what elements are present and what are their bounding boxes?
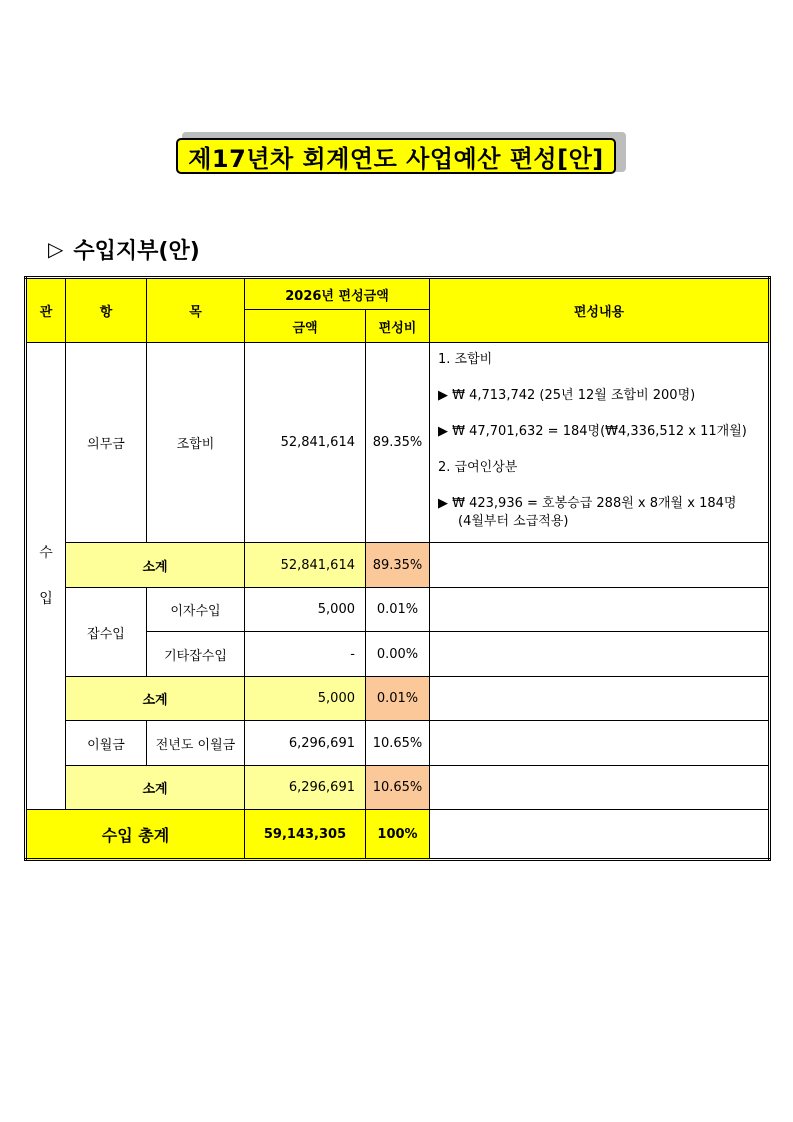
content-union-dues bbox=[430, 343, 770, 543]
subtotal-amount: 52,841,614 bbox=[245, 543, 366, 588]
subtotal-content bbox=[430, 543, 770, 588]
subtotal-ratio: 0.01% bbox=[366, 677, 430, 721]
hang-carryover: 이월금 bbox=[66, 721, 147, 766]
ratio-other-misc: 0.00% bbox=[366, 632, 430, 677]
mok-union-dues: 조합비 bbox=[147, 343, 245, 543]
ratio-union-dues: 89.35% bbox=[366, 343, 430, 543]
content-interest bbox=[430, 588, 770, 632]
section-heading bbox=[48, 234, 200, 264]
content-line: (4월부터 소급적용) bbox=[458, 514, 569, 529]
hang-mandatory: 의무금 bbox=[66, 343, 147, 543]
mok-other-misc: 기타잡수입 bbox=[147, 632, 245, 677]
header-budget-group: 2026년 편성금액 bbox=[245, 278, 430, 310]
total-amount: 59,143,305 bbox=[245, 810, 366, 860]
section-label: 수입지부(안) bbox=[73, 238, 200, 264]
gwan-income-cell bbox=[26, 343, 66, 810]
content-line: ▶ ₩ 423,936 = 호봉승급 288원 x 8개월 x 184명 bbox=[438, 496, 737, 511]
total-content bbox=[430, 810, 770, 860]
content-line: 2. 급여인상분 bbox=[438, 460, 518, 475]
gwan-char: 수 bbox=[39, 545, 53, 561]
amount-other-misc: - bbox=[245, 632, 366, 677]
triangle-marker-icon: ▷ bbox=[48, 237, 64, 261]
amount-union-dues: 52,841,614 bbox=[245, 343, 366, 543]
amount-carryover: 6,296,691 bbox=[245, 721, 366, 766]
ratio-carryover: 10.65% bbox=[366, 721, 430, 766]
header-amount: 금액 bbox=[245, 310, 366, 343]
header-gwan: 관 bbox=[26, 278, 66, 343]
content-other-misc bbox=[430, 632, 770, 677]
mok-prior-year-carryover: 전년도 이월금 bbox=[147, 721, 245, 766]
content-line: ▶ ₩ 47,701,632 = 184명(₩4,336,512 x 11개월) bbox=[438, 424, 747, 439]
gwan-char: 입 bbox=[39, 591, 53, 607]
subtotal-label: 소계 bbox=[66, 766, 245, 810]
subtotal-content bbox=[430, 766, 770, 810]
ratio-interest: 0.01% bbox=[366, 588, 430, 632]
hang-misc: 잡수입 bbox=[66, 588, 147, 677]
content-carryover bbox=[430, 721, 770, 766]
subtotal-ratio: 89.35% bbox=[366, 543, 430, 588]
total-label: 수입 총계 bbox=[26, 810, 245, 860]
header-hang: 항 bbox=[66, 278, 147, 343]
header-ratio: 편성비 bbox=[366, 310, 430, 343]
income-budget-table bbox=[24, 276, 771, 861]
header-mok: 목 bbox=[147, 278, 245, 343]
total-ratio: 100% bbox=[366, 810, 430, 860]
subtotal-ratio: 10.65% bbox=[366, 766, 430, 810]
title-banner bbox=[176, 132, 626, 180]
mok-interest: 이자수입 bbox=[147, 588, 245, 632]
subtotal-content bbox=[430, 677, 770, 721]
content-line: ▶ ₩ 4,713,742 (25년 12월 조합비 200명) bbox=[438, 388, 696, 403]
document-title: 제17년차 회계연도 사업예산 편성[안] bbox=[176, 138, 616, 174]
amount-interest: 5,000 bbox=[245, 588, 366, 632]
subtotal-label: 소계 bbox=[66, 677, 245, 721]
subtotal-amount: 6,296,691 bbox=[245, 766, 366, 810]
subtotal-amount: 5,000 bbox=[245, 677, 366, 721]
content-line: 1. 조합비 bbox=[438, 352, 493, 367]
subtotal-label: 소계 bbox=[66, 543, 245, 588]
header-content: 편성내용 bbox=[430, 278, 770, 343]
